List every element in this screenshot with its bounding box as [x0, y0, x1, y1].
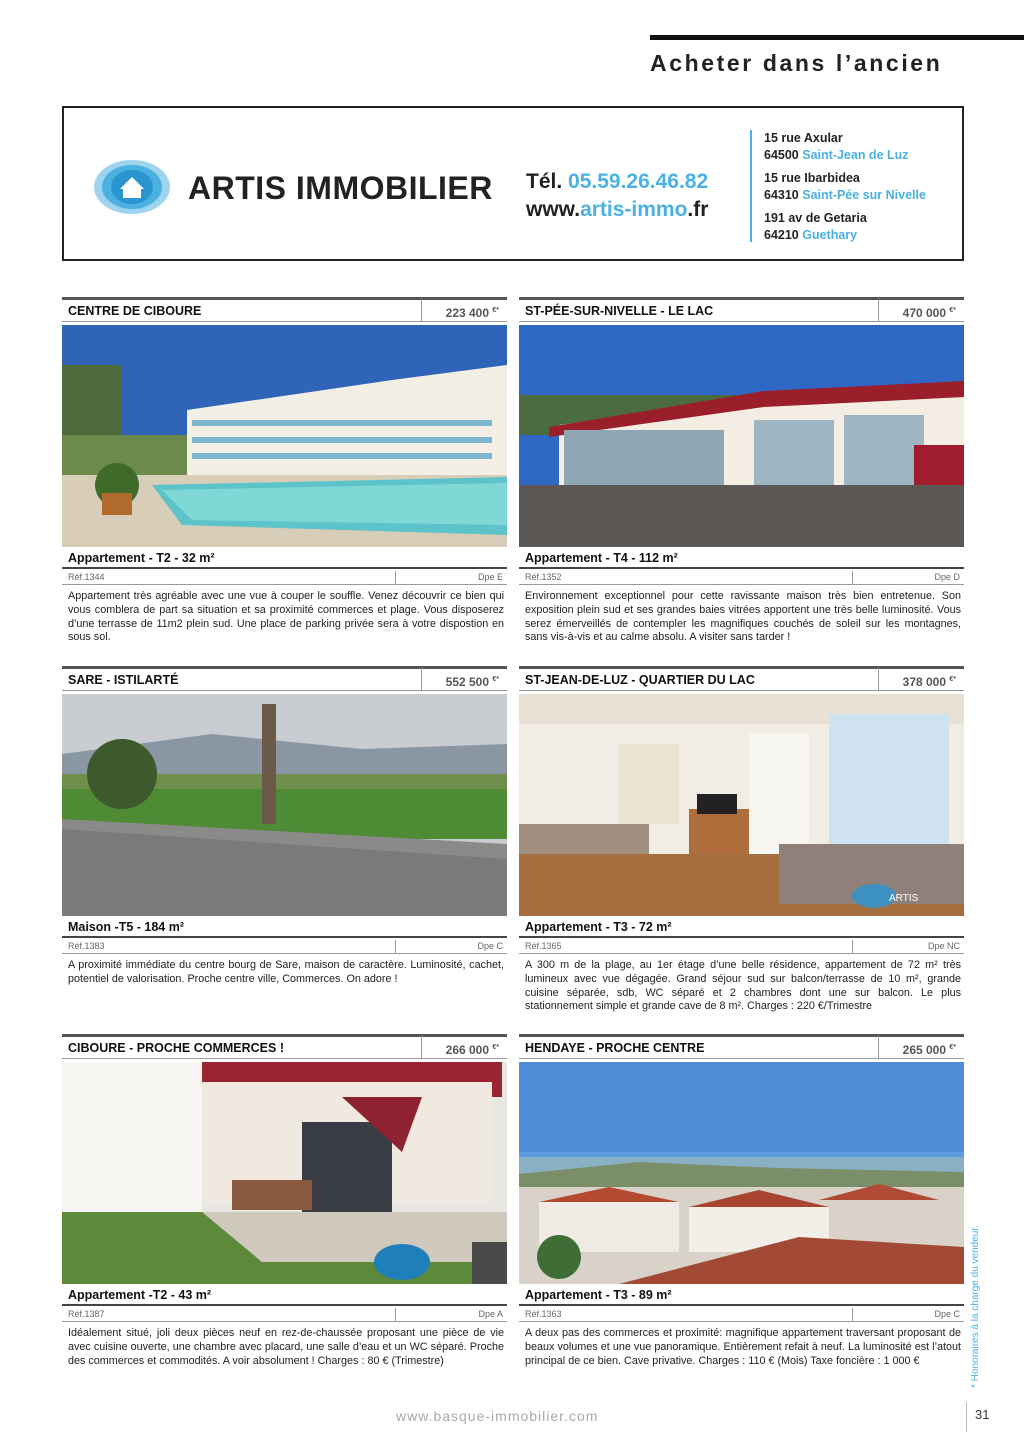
listing-card[interactable]: [519, 666, 964, 1016]
price-currency: €*: [492, 676, 499, 683]
top-rule: [650, 35, 1024, 40]
listing-header: [519, 1034, 964, 1059]
listing-location: CIBOURE - PROCHE COMMERCES !: [68, 1041, 284, 1055]
ref-divider: [519, 584, 852, 585]
listing-price: [421, 1034, 507, 1059]
listing-ref: Réf.1387: [68, 1309, 105, 1319]
price-currency: €*: [492, 307, 499, 314]
address-city: Saint-Jean de Luz: [802, 148, 909, 162]
phone-label: Tél.: [526, 170, 563, 193]
price-value: 552 500: [445, 675, 490, 689]
listing-photo[interactable]: [519, 325, 964, 547]
agency-website[interactable]: [526, 196, 708, 224]
listing-description: Idéalement situé, joli deux pièces neuf en rez-de-chaussée proposant une pièce de vie avec cuisine ouverte, une chambre avec placard, une salle d’eau et un WC séparé. Proche des commerces et commodités. A voir absolument ! Charges : 80 € (Trimestre): [68, 1327, 504, 1367]
price-currency: €*: [492, 1044, 499, 1051]
price-value: 378 000: [902, 675, 947, 689]
listing-photo[interactable]: [62, 694, 507, 916]
price-currency: €*: [949, 307, 956, 314]
listing-price: [421, 666, 507, 691]
listing-location: CENTRE DE CIBOURE: [68, 304, 202, 318]
house-logo-icon: [92, 158, 172, 216]
photo-watermark: ARTIS: [889, 893, 919, 904]
listing-card[interactable]: [62, 666, 507, 1016]
ref-divider: [62, 584, 395, 585]
address-zip: 64310: [764, 188, 799, 202]
address-street: 15 rue Axular: [764, 131, 843, 145]
address-zip: 64500: [764, 148, 799, 162]
listing-description: Appartement très agréable avec une vue à couper le souffle. Venez découvrir ce bien qui vous comblera de part sa situation et sa proximité commerces et plage. Vous disposerez d’une terrasse de 11m2 plein sud. Une place de parking privée sera à votre dispostion en sous sol.: [68, 590, 504, 644]
listing-ref: Réf.1352: [525, 572, 562, 582]
address-zip: 64210: [764, 228, 799, 242]
listing-description: Environnement exceptionnel pour cette ravissante maison très bien entretenue. Son exposition plein sud et ses grandes baies vitrées apportent une très belle luminosité. Vous serez émerveillés de contempler les magnifiques couchés de soleil sur les montagnes, sans vis-à-vis et au calme absolu. A visiter sans tarder !: [525, 590, 961, 644]
agency-contact: [526, 168, 708, 224]
listing-type: Maison -T5 - 184 m²: [62, 920, 507, 938]
address-block: [764, 210, 926, 244]
phone-number: 05.59.26.46.82: [568, 170, 709, 193]
price-value: 266 000: [445, 1043, 490, 1057]
listing-type: Appartement -T2 - 43 m²: [62, 1288, 507, 1306]
agency-addresses: [750, 130, 926, 242]
listing-dpe: Dpe C: [852, 1308, 964, 1322]
agency-phone[interactable]: [526, 168, 708, 196]
address-street: 15 rue Ibarbidea: [764, 171, 860, 185]
address-block: [764, 170, 926, 204]
listing-card[interactable]: [519, 1034, 964, 1384]
listing-type: Appartement - T3 - 89 m²: [519, 1288, 964, 1306]
listing-location: SARE - ISTILARTÉ: [68, 673, 179, 687]
listing-type: Appartement - T2 - 32 m²: [62, 551, 507, 569]
listing-card[interactable]: [62, 297, 507, 647]
listing-description: A deux pas des commerces et proximité: magnifique appartement traversant proposant de beaux volumes et une vue panoramique. Entièrement refait à neuf. La luminosité est l’atout principal de ce bien. Cave privative. Charges : 110 € (Mois) Taxe foncière : 1 000 €: [525, 1327, 961, 1367]
section-title: Acheter dans l’ancien: [650, 50, 943, 76]
agency-name: ARTIS IMMOBILIER: [188, 170, 493, 206]
address-city: Saint-Pée sur Nivelle: [802, 188, 926, 202]
listing-header: [519, 297, 964, 322]
listing-header: [519, 666, 964, 691]
listing-dpe: Dpe D: [852, 571, 964, 585]
page-number: 31: [966, 1402, 996, 1432]
listing-description: A proximité immédiate du centre bourg de Sare, maison de caractère. Luminosité, cachet, potentiel de valorisation. Proche centre ville, Commerces. On adore !: [68, 959, 504, 985]
footer-url[interactable]: www.basque-immobilier.com: [396, 1408, 599, 1424]
listing-ref: Réf.1363: [525, 1309, 562, 1319]
price-value: 265 000: [902, 1043, 947, 1057]
ref-divider: [62, 953, 395, 954]
listing-ref: Réf.1344: [68, 572, 105, 582]
listing-ref-row: [519, 940, 964, 954]
listing-price: [878, 297, 964, 322]
listing-card[interactable]: [519, 297, 964, 647]
address-block: [764, 130, 926, 164]
listing-ref-row: [62, 940, 507, 954]
price-value: 470 000: [902, 306, 947, 320]
listing-dpe: Dpe NC: [852, 940, 964, 954]
web-prefix: www.: [526, 198, 581, 221]
listing-price: [878, 1034, 964, 1059]
listing-header: [62, 1034, 507, 1059]
listing-header: [62, 297, 507, 322]
price-value: 223 400: [445, 306, 490, 320]
ref-divider: [62, 1321, 395, 1322]
web-main: artis-immo: [580, 198, 688, 221]
price-currency: €*: [949, 676, 956, 683]
listing-dpe: Dpe E: [395, 571, 507, 585]
address-street: 191 av de Getaria: [764, 211, 867, 225]
address-city: Guethary: [802, 228, 858, 242]
listing-photo[interactable]: [519, 1062, 964, 1284]
listing-photo[interactable]: [62, 325, 507, 547]
listing-ref: Réf.1365: [525, 941, 562, 951]
listing-type: Appartement - T3 - 72 m²: [519, 920, 964, 938]
listing-location: HENDAYE - PROCHE CENTRE: [525, 1041, 705, 1055]
listing-location: ST-PÉE-SUR-NIVELLE - LE LAC: [525, 304, 714, 318]
listing-photo[interactable]: [62, 1062, 507, 1284]
listing-type: Appartement - T4 - 112 m²: [519, 551, 964, 569]
ref-divider: [519, 953, 852, 954]
listing-dpe: Dpe A: [395, 1308, 507, 1322]
listing-dpe: Dpe C: [395, 940, 507, 954]
web-suffix: .fr: [687, 198, 709, 221]
price-currency: €*: [949, 1044, 956, 1051]
listing-price: [421, 297, 507, 322]
listing-card[interactable]: [62, 1034, 507, 1384]
listing-photo[interactable]: [519, 694, 964, 916]
listing-description: A 300 m de la plage, au 1er étage d’une belle résidence, appartement de 72 m² très lumineux avec vue dégagée. Grand séjour sud sur balcon/terrasse de 10 m², grande cuisine séparée, sdb, WC séparé et 2 chambres dont une sur balcon. Le plus stationnement simple et grande cave de 8 m². Charges : 220 €/Trimestre: [525, 959, 961, 1013]
fees-note: * Honoraires à la charge du vendeur.: [970, 1225, 981, 1388]
listing-location: ST-JEAN-DE-LUZ - QUARTIER DU LAC: [525, 673, 755, 687]
listing-ref-row: [62, 571, 507, 585]
listing-ref-row: [519, 571, 964, 585]
listing-ref-row: [519, 1308, 964, 1322]
listing-price: [878, 666, 964, 691]
listing-ref-row: [62, 1308, 507, 1322]
listing-ref: Réf.1383: [68, 941, 105, 951]
agency-banner: [62, 106, 964, 261]
listing-header: [62, 666, 507, 691]
ref-divider: [519, 1321, 852, 1322]
